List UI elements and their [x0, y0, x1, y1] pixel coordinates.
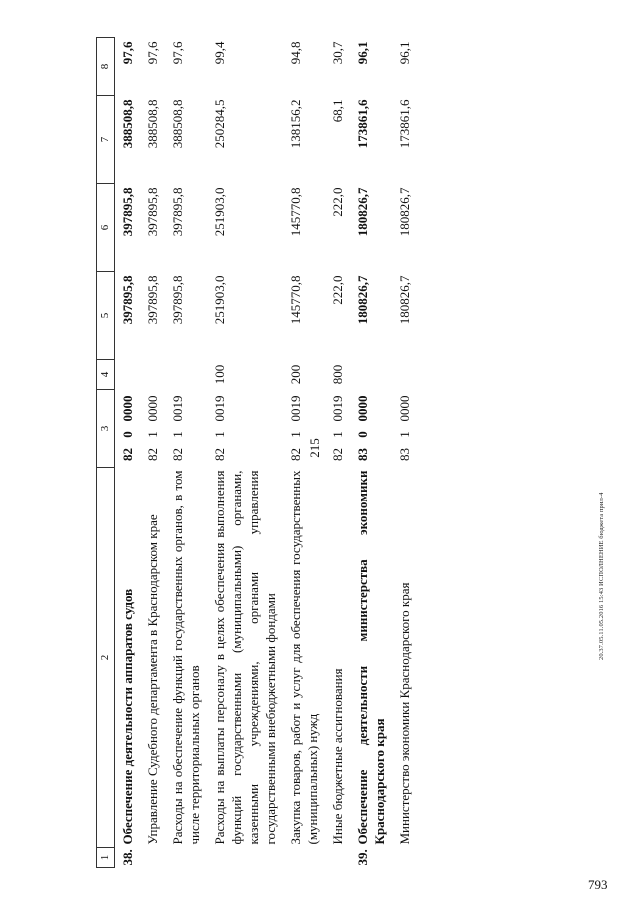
row-number	[207, 848, 283, 868]
budget-table	[96, 37, 417, 868]
row-number	[165, 848, 207, 868]
value-col8: 96,1	[355, 41, 370, 65]
code-d	[350, 360, 392, 390]
value-col8: 97,6	[145, 41, 160, 65]
code-c: 0000	[355, 395, 370, 422]
code-c: 0000	[145, 395, 160, 422]
row-name: Закупка товаров, работ и услуг для обеспечения государственных (муниципальных) нужд	[288, 470, 320, 845]
value-col5: 180826,7	[397, 275, 412, 325]
col-header-6: 6	[97, 184, 115, 272]
row-name: Иные бюджетные ассигнования	[330, 668, 345, 845]
value-col7: 388508,8	[170, 99, 185, 149]
col-header-8: 8	[97, 38, 115, 96]
code-d	[165, 360, 207, 390]
table-row	[325, 38, 350, 868]
value-col7: 173861,6	[355, 99, 370, 149]
code-d	[115, 360, 141, 390]
value-col8: 30,7	[330, 41, 345, 65]
code-d: 200	[288, 364, 303, 385]
value-col6: 397895,8	[170, 187, 185, 237]
row-name: Управление Судебного департамента в Краснодарском крае	[145, 514, 160, 845]
value-col5: 397895,8	[170, 275, 185, 325]
code-c: 0019	[288, 395, 303, 422]
value-col6: 180826,7	[397, 187, 412, 237]
value-col6: 145770,8	[288, 187, 303, 237]
col-header-7: 7	[97, 96, 115, 184]
table-row	[115, 38, 141, 868]
row-number: 38.	[120, 849, 135, 866]
row-number	[140, 848, 165, 868]
header-row	[97, 38, 115, 868]
row-number	[325, 848, 350, 868]
page-number-top: 215	[306, 438, 322, 458]
row-number	[392, 848, 417, 868]
col-header-3: 3	[97, 390, 115, 468]
value-col7: 250284,5	[212, 99, 227, 149]
value-col7: 68,1	[330, 99, 345, 123]
table-row	[207, 38, 283, 868]
code-d: 800	[330, 364, 345, 385]
file-path-note: 20.37.05.11.05.2016 15:43 ИСПОЛНЕНИЕ бюджета прил-4	[598, 492, 605, 660]
value-col8: 99,4	[212, 41, 227, 65]
code-d: 100	[212, 364, 227, 385]
code-b: 1	[330, 431, 345, 438]
code-b: 1	[397, 431, 412, 438]
value-col6: 397895,8	[120, 187, 135, 237]
code-c: 0000	[120, 395, 135, 422]
value-col6: 222,0	[330, 187, 345, 217]
value-col7: 173861,6	[397, 99, 412, 149]
value-col8: 96,1	[397, 41, 412, 65]
code-c: 0019	[170, 395, 185, 422]
value-col8: 97,6	[120, 41, 135, 65]
code-d	[140, 360, 165, 390]
code-a: 82	[212, 448, 227, 461]
row-name: Расходы на выплаты персоналу в целях обеспечения выполнения функций государственными (муниципальными) органами, казенными учреждениями, органами управления государственными внебюджетными фондами	[212, 470, 278, 845]
row-name: Министерство экономики Краснодарского края	[397, 582, 412, 845]
code-a: 82	[145, 448, 160, 461]
code-d	[392, 360, 417, 390]
value-col5: 180826,7	[355, 275, 370, 325]
value-col8: 97,6	[170, 41, 185, 65]
value-col6: 180826,7	[355, 187, 370, 237]
row-number: 39.	[355, 849, 370, 866]
value-col5: 145770,8	[288, 275, 303, 325]
table-row	[350, 38, 392, 868]
code-a: 83	[355, 448, 370, 461]
code-b: 1	[288, 431, 303, 438]
code-c: 0019	[212, 395, 227, 422]
col-header-4: 4	[97, 360, 115, 390]
code-a: 83	[397, 448, 412, 461]
row-name: Расходы на обеспечение функций государственных органов, в том числе территориальных органов	[170, 470, 202, 845]
value-col5: 397895,8	[145, 275, 160, 325]
code-b: 0	[120, 431, 135, 438]
code-c: 0019	[330, 395, 345, 422]
value-col5: 397895,8	[120, 275, 135, 325]
table-body	[97, 38, 418, 868]
rotated-table-container	[96, 38, 640, 868]
value-col7: 138156,2	[288, 99, 303, 149]
col-header-1: 1	[97, 848, 115, 868]
row-name: Обеспечение деятельности министерства экономики Краснодарского края	[355, 470, 387, 845]
code-a: 82	[120, 448, 135, 461]
row-number	[283, 848, 325, 868]
value-col6: 251903,0	[212, 187, 227, 237]
value-col7: 388508,8	[120, 99, 135, 149]
value-col7: 388508,8	[145, 99, 160, 149]
value-col6: 397895,8	[145, 187, 160, 237]
code-a: 82	[288, 448, 303, 461]
code-a: 82	[170, 448, 185, 461]
code-b: 1	[170, 431, 185, 438]
row-name: Обеспечение деятельности аппаратов судов	[120, 588, 135, 845]
table-row	[392, 38, 417, 868]
table-row	[283, 38, 325, 868]
code-b: 0	[355, 431, 370, 438]
code-a: 82	[330, 448, 345, 461]
value-col8: 94,8	[288, 41, 303, 65]
col-header-2: 2	[97, 468, 115, 848]
code-b: 1	[212, 431, 227, 438]
value-col5: 222,0	[330, 275, 345, 305]
code-c: 0000	[397, 395, 412, 422]
col-header-5: 5	[97, 272, 115, 360]
table-row	[140, 38, 165, 868]
page-number-bottom: 793	[588, 877, 608, 892]
table-row	[165, 38, 207, 868]
value-col5: 251903,0	[212, 275, 227, 325]
code-b: 1	[145, 431, 160, 438]
